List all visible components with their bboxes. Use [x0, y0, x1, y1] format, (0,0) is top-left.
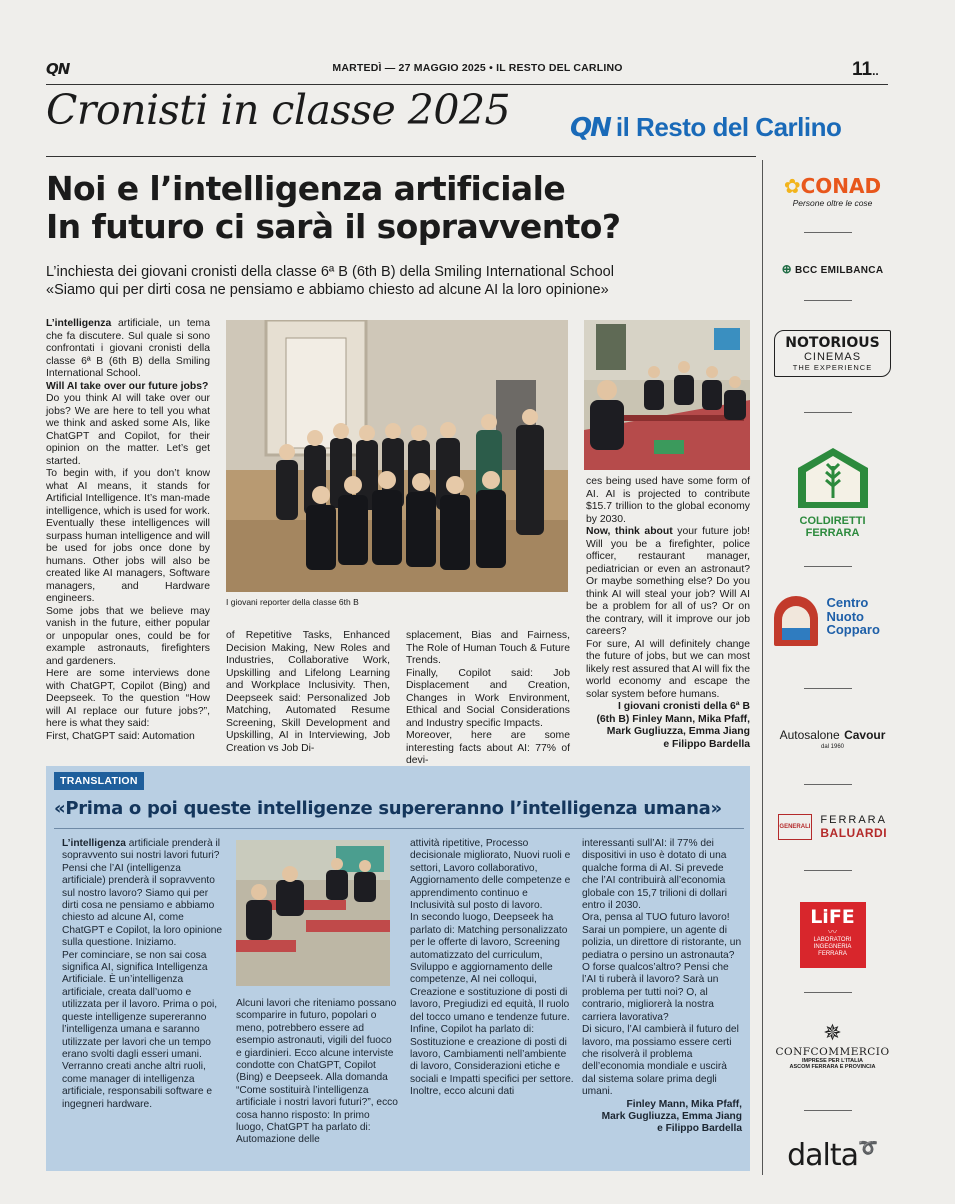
bcc-icon: ⊕ — [781, 262, 796, 276]
translation-rule — [54, 828, 744, 829]
sponsor-separator — [804, 992, 852, 993]
sponsor-centro-nuoto[interactable]: Centro Nuoto Copparo — [770, 596, 895, 646]
page-number: 11.. — [852, 59, 879, 80]
brand-logo — [570, 112, 841, 144]
translation-photo-illustration — [236, 840, 390, 986]
sponsor-notorious[interactable]: NOTORIOUS CINEMAS THE EXPERIENCE — [770, 330, 895, 377]
sponsor-divider — [762, 160, 763, 1175]
coldiretti-wheat-icon — [796, 446, 870, 510]
headline-rule — [46, 156, 756, 157]
article-column-4: ces being used have some form of AI. AI is projected to contribute $15.7 trillion to the global economy by 2030. Now, think about your future job! Will you be a firefighter, police officer, restaurant manager, pediatrician or even an astronaut? Or maybe something else? Do you think AI will steal your job? Will AI be a problem for all of us? Or on the contrary, will it improve our job careers? For sure, AI will definitely change the future of jobs, but we can most likely rest assured that AI will fix the world economy and escape the solar system before humans. I giovani cronisti della 6ª B (6th B) Finley Mann, Mika Pfaff, Mark Gugliuzza, Emma Jiang e Filippo Bardella — [586, 476, 750, 750]
translation-signature: Finley Mann, Mika Pfaff, Mark Gugliuzza, Emma Jiang e Filippo Bardella — [601, 1098, 742, 1135]
brand-qn: QN — [570, 113, 610, 143]
sponsor-life[interactable]: LiFE 〰 LABORATORI INGEGNERIA FERRARA — [770, 902, 895, 968]
sponsor-separator — [804, 870, 852, 871]
sponsor-separator — [804, 300, 852, 301]
centro-nuoto-arch-icon — [774, 596, 818, 646]
sponsor-separator — [804, 688, 852, 689]
sponsor-dalta[interactable]: dalta➰ — [787, 1138, 878, 1173]
classroom-photo — [584, 320, 750, 470]
sponsor-generali-baluardi[interactable]: GENERALI FERRARA BALUARDI — [779, 814, 888, 840]
article-signature: I giovani cronisti della 6ª B (6th B) Finley Mann, Mika Pfaff, Mark Gugliuzza, Emma Jiang e Filippo Bardella — [596, 701, 750, 750]
generali-lion-icon: GENERALI — [778, 814, 812, 840]
conad-flower-icon: ✿ — [783, 174, 801, 198]
dalta-swirl-icon: ➰ — [858, 1140, 878, 1157]
translation-column-2: Alcuni lavori che riteniamo possano scomparire in futuro, popolari o meno, potrebbero essere ad esempio astronauti, vigili del fuoco e giardinieri. Ecco alcune interviste condotte con ChatGPT, Copilot (Bing) e Deepseek. Alla domanda “Come sostituirà l’intelligenza artificiale i nostri lavori futuri?”, ecco cosa hanno risposto: In primo luogo, ChatGPT ha parlato di: Automazione delle — [236, 998, 398, 1146]
sponsor-autosalone-cavour[interactable]: Autosalone Cavour dal 1960 — [779, 728, 886, 750]
sponsor-separator — [804, 1110, 852, 1111]
brand-name: il Resto del Carlino — [615, 112, 842, 142]
sponsor-coldiretti[interactable]: COLDIRETTI FERRARA — [770, 446, 895, 539]
dateline: MARTEDÌ — 27 MAGGIO 2025 • IL RESTO DEL CARLINO — [332, 62, 623, 74]
article-column-1: L’intelligenza artificiale, un tema che fa discutere. Sul quale si sono confrontati i giovani cronisti della classe 6ª B (6th B) della Smiling International School. Will AI take over our future jobs? Do you think AI will take over our jobs? We are here to tell you what we think and asked some AIs, like ChatGPT and Copilot, for their opinion on the matter. Let’s get started. To begin with, if you don’t know what AI means, it stands for Artificial Intelligence. It’s man-made intelligence, which is used for work. Eventually these intelligences will surpass human intelligence and will be used for jobs once done by humans. Other jobs will also be created like AI managers, Software managers, and Hardware engineers. Some jobs that we believe may vanish in the future, either popular or unpopular ones, could be for example astronauts, firefighters and gardeners. Here are some interviews done with ChatGPT, Copilot (Bing) and Deepseek. To the question “How will AI replace our future jobs?”, here is what they said: First, ChatGPT said: Automation — [46, 318, 210, 742]
sponsor-confcommercio[interactable]: ✵ CONFCOMMERCIO IMPRESE PER L’ITALIA ASCOM FERRARA E PROVINCIA — [770, 1020, 895, 1070]
class-photo — [226, 320, 568, 592]
sponsor-separator — [804, 784, 852, 785]
section-kicker: Cronisti in classe 2025 — [46, 86, 511, 134]
qn-logo: QN — [46, 60, 70, 78]
header-rule — [46, 84, 888, 85]
translation-title: «Prima o poi queste intelligenze supereranno l’intelligenza umana» — [54, 798, 722, 819]
photo-caption: I giovani reporter della classe 6th B — [226, 597, 359, 607]
sponsor-conad[interactable]: ✿CONAD Persone oltre le cose — [783, 174, 882, 208]
article-standfirst: L’inchiesta dei giovani cronisti della classe 6ª B (6th B) della Smiling International School «Siamo qui per dirti cosa ne pensiamo e abbiamo chiesto ad alcune AI la loro opinione» — [46, 264, 614, 298]
life-heartbeat-icon: 〰 — [827, 927, 837, 937]
article-headline: Noi e l’intelligenza artificiale In futuro ci sarà il sopravvento? — [46, 169, 621, 246]
sponsor-separator — [804, 412, 852, 413]
class-photo-illustration — [226, 320, 568, 592]
sponsor-separator — [804, 566, 852, 567]
sponsor-bcc[interactable]: ⊕ BCC EMILBANCA — [781, 262, 884, 276]
translation-classroom-photo — [236, 840, 390, 986]
translation-column-3: attività ripetitive, Processo decisionale migliorato, Nuovi ruoli e settori, Lavoro collaborativo, Aggiornamento delle competenze e apprendimento continuo e Inclusività sul posto di lavoro. In secondo luogo, Deepseek ha parlato di: Matching personalizzato per le offerte di lavoro, Screening automatizzato del curriculum, Sviluppo e aggiornamento delle competenze, AI nei colloqui, Creazione e sostituzione di posti di lavoro, Pregiudizi ed equità, Il ruolo del tocco umano e tendenze future. Infine, Copilot ha parlato di: Sostituzione e creazione di posti di lavoro, Cambiamenti nell’ambiente di lavoro, Considerazioni etiche e sociali e Impatti specifici per settore. Inoltre, ecco alcuni dati — [410, 838, 574, 1098]
classroom-photo-illustration — [584, 320, 750, 470]
translation-tag: TRANSLATION — [54, 772, 144, 790]
translation-column-1: L’intelligenza artificiale prenderà il sopravvento sui nostri lavori futuri? Pensi che l’AI (intelligenza artificiale) prenderà il sopravvento sul nostro lavoro? Siamo qui per dirti cosa ne pensiamo e abbiamo chiesto ad alcune AI, come ChatGPT e Copilot, la loro opinione sulla questione. Iniziamo. Per cominciare, se non sai cosa significa AI, significa Intelligenza Artificiale. È un’intelligenza artificiale, creata dall’uomo e utilizzata per il lavoro. Prima o poi, queste intelligenze supereranno l’intelligenza umana e saranno utilizzate per lavori che un tempo erano svolti dagli esseri umani. Verranno creati anche altri ruoli, come manager di intelligenza artificiale, responsabili software e ingegneri hardware. — [62, 838, 223, 1110]
article-column-3: splacement, Bias and Fairness, The Role of Human Touch & Future Trends. Finally, Copilot said: Job Displacement and Creation, Changes in Work Environment, Ethical and Social Considerations and Industry specific Impacts. Moreover, here are some interesting facts about AI: 77% of devi- — [406, 630, 570, 766]
translation-column-4: interessanti sull’AI: il 77% dei dispositivi in uso è dotato di una qualche forma di AI. Si prevede che l’AI contribuirà all’economia globale con 15,7 trilioni di dollari entro il 2030. Ora, pensa al TUO futuro lavoro! Sarai un pompiere, un agente di polizia, un direttore di ristorante, un pediatra o persino un astronauta? O forse qualcos’altro? Pensi che l’AI ti ruberà il lavoro? Sarà un problema per tutti noi? O, al contrario, migliorerà la nostra carriera lavorativa? Di sicuro, l’AI cambierà il futuro del lavoro, ma possiamo essere certi che risolverà il problema dell’economia mondiale e uscirà dal sistema solare prima degli umani. Finley Mann, Mika Pfaff, Mark Gugliuzza, Emma Jiang e Filippo Bardella — [582, 838, 742, 1135]
article-column-2: of Repetitive Tasks, Enhanced Decision Making, New Roles and Industries, Collaborative Work, Upskilling and Lifelong Learning and Workplace Inclusivity. Then, Deepseek said: Personalized Job Matching, Automated Resume Screening, Skill Development and Upskilling, AI in Interviewing, Job Creation vs Job Di- — [226, 630, 390, 754]
confcommercio-eagle-icon: ✵ — [823, 1020, 842, 1045]
sponsor-separator — [804, 232, 852, 233]
